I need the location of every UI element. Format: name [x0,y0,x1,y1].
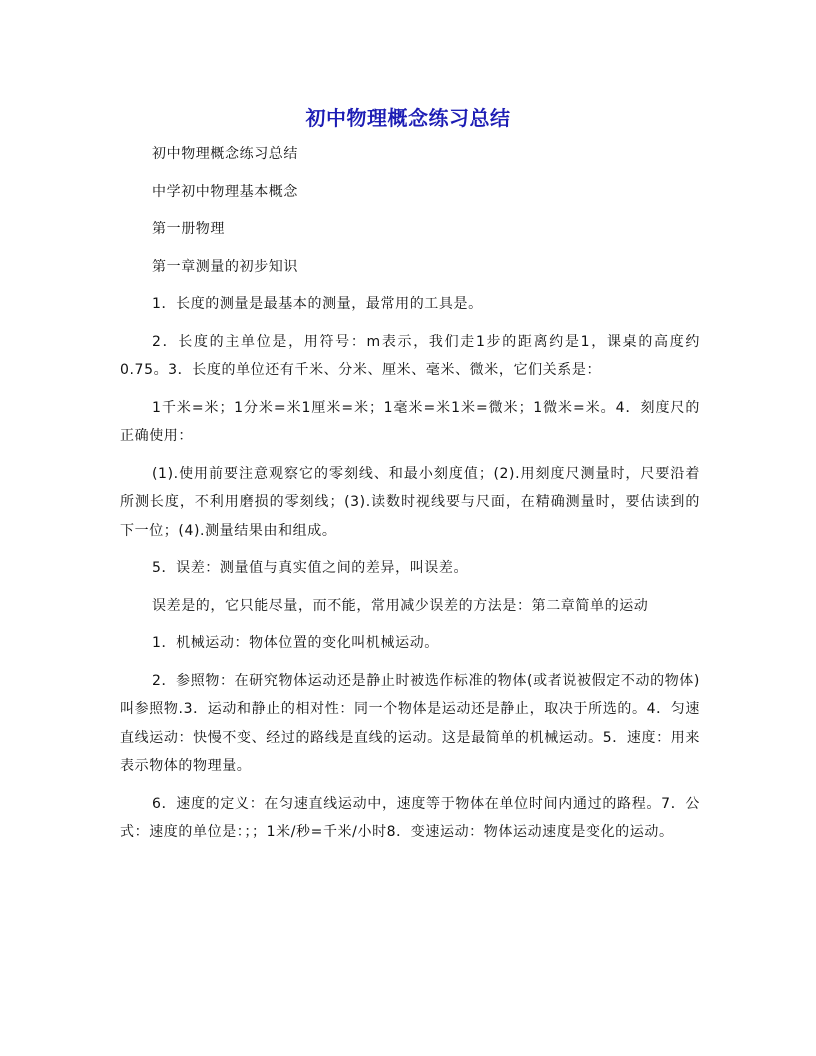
paragraph-5: 1．长度的测量是最基本的测量，最常用的工具是。 [152,296,483,312]
paragraph-6: 2．长度的主单位是，用符号：m表示，我们走1步的距离约是1，课桌的高度约0.75。3．长度的单位还有千米、分米、厘米、毫米、微米，它们关系是： [120,333,700,378]
paragraph-9: 5．误差：测量值与真实值之间的差异，叫误差。 [152,560,469,576]
paragraph-4: 第一章测量的初步知识 [152,258,298,275]
paragraph-8: (1).使用前要注意观察它的零刻线、和最小刻度值；(2).用刻度尺测量时，尺要沿着所测长度，不利用磨损的零刻线；(3).读数时视线要与尺面，在精确测量时，要估读到的下一位；(4).测量结果由和组成。 [120,465,700,539]
paragraph-11: 1．机械运动：物体位置的变化叫机械运动。 [152,635,439,651]
document-body [120,140,700,856]
paragraph-1: 初中物理概念练习总结 [152,146,298,162]
paragraph-3: 第一册物理 [152,221,225,237]
paragraph-13: 6．速度的定义：在匀速直线运动中，速度等于物体在单位时间内通过的路程。7．公式：速度的单位是：；；1米/秒=千米/小时8．变速运动：物体运动速度是变化的运动。 [120,795,700,840]
paragraph-7: 1千米=米；1分米=米1厘米=米；1毫米=米1米=微米；1微米=米。4．刻度尺的正确使用： [120,399,700,444]
document-title: 初中物理概念练习总结 [305,106,511,130]
paragraph-2: 中学初中物理基本概念 [152,183,298,200]
paragraph-12: 2．参照物：在研究物体运动还是静止时被选作标准的物体(或者说被假定不动的物体)叫参照物.3．运动和静止的相对性：同一个物体是运动还是静止，取决于所选的。4．匀速直线运动：快慢不变、经过的路线是直线的运动。这是最简单的机械运动。5．速度：用来表示物体的物理量。 [120,672,700,774]
paragraph-10: 误差是的，它只能尽量，而不能，常用减少误差的方法是：第二章简单的运动 [152,597,649,614]
